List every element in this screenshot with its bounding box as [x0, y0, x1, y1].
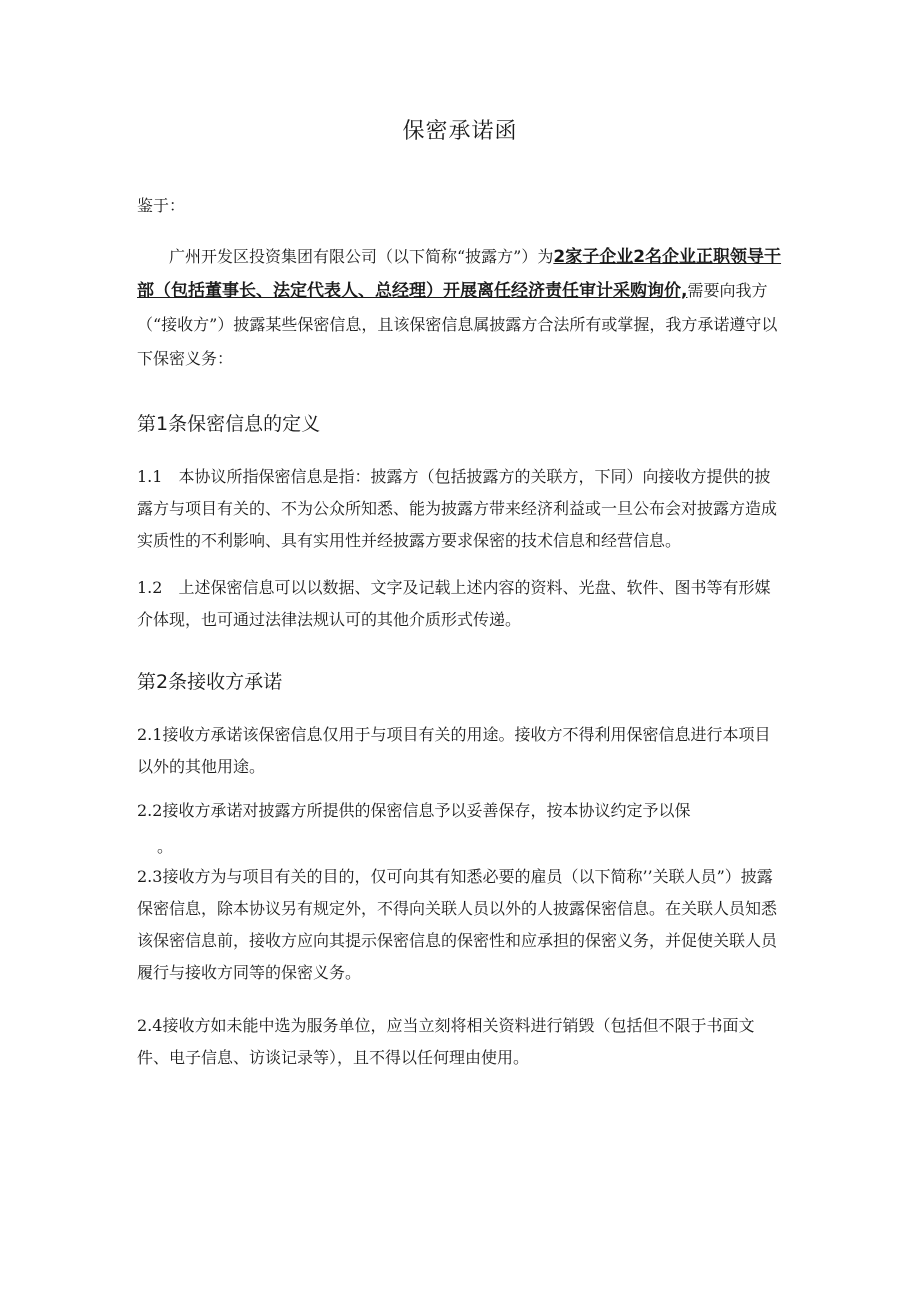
section2-clause-2-1: 2.1接收方承诺该保密信息仅用于与项目有关的用途。接收方不得利用保密信息进行本项目以外的其他用途。 [137, 725, 771, 776]
salutation: 鉴于： [137, 196, 186, 215]
intro-project-name: 2家子企业2名企业正职领导干部（包括董事长、法定代表人、总经理）开展离任经济责任审计采购询价, [137, 247, 782, 301]
clause-2-2-tail: 。 [157, 837, 174, 856]
intro-paragraph [137, 240, 785, 376]
section1-heading: 第1条保密信息的定义 [137, 413, 321, 435]
section2-heading: 第2条接收方承诺 [137, 671, 283, 693]
section1-clause-1-2: 1.2 上述保密信息可以以数据、文字及记载上述内容的资料、光盘、软件、图书等有形媒介体现，也可通过法律法规认可的其他介质形式传递。 [137, 578, 771, 629]
section2-clause-2-4: 2.4接收方如未能中选为服务单位，应当立刻将相关资料进行销毁（包括但不限于书面文件、电子信息、访谈记录等），且不得以任何理由使用。 [137, 1016, 755, 1067]
section1-clause-1-1: 1.1 本协议所指保密信息是指：披露方（包括披露方的关联方，下同）向接收方提供的披露方与项目有关的、不为公众所知悉、能为披露方带来经济利益或一旦公布会对披露方造成实质性的不利影响、具有实用性并经披露方要求保密的技术信息和经营信息。 [137, 467, 778, 550]
intro-text-part2: 需要向我方（“接收方”）披露某些保密信息，且该保密信息属披露方合法所有或掌握，我方承诺遵守以下保密义务： [137, 281, 778, 368]
section2-clause-2-3: 2.3接收方为与项目有关的目的，仅可向其有知悉必要的雇员（以下简称’’关联人员”）披露保密信息，除本协议另有规定外，不得向关联人员以外的人披露保密信息。在关联人员知悉该保密信息前，接收方应向其提示保密信息的保密性和应承担的保密义务，并促使关联人员履行与接收方同等的保密义务。 [137, 867, 778, 982]
section2-clause-2-2 [137, 795, 785, 827]
intro-text-part1: 广州开发区投资集团有限公司（以下简称“披露方”）为 [169, 247, 554, 266]
document-title: 保密承诺函 [402, 119, 518, 144]
clause-2-2-text: 2.2接收方承诺对披露方所提供的保密信息予以妥善保存，按本协议约定予以保 [137, 801, 691, 820]
